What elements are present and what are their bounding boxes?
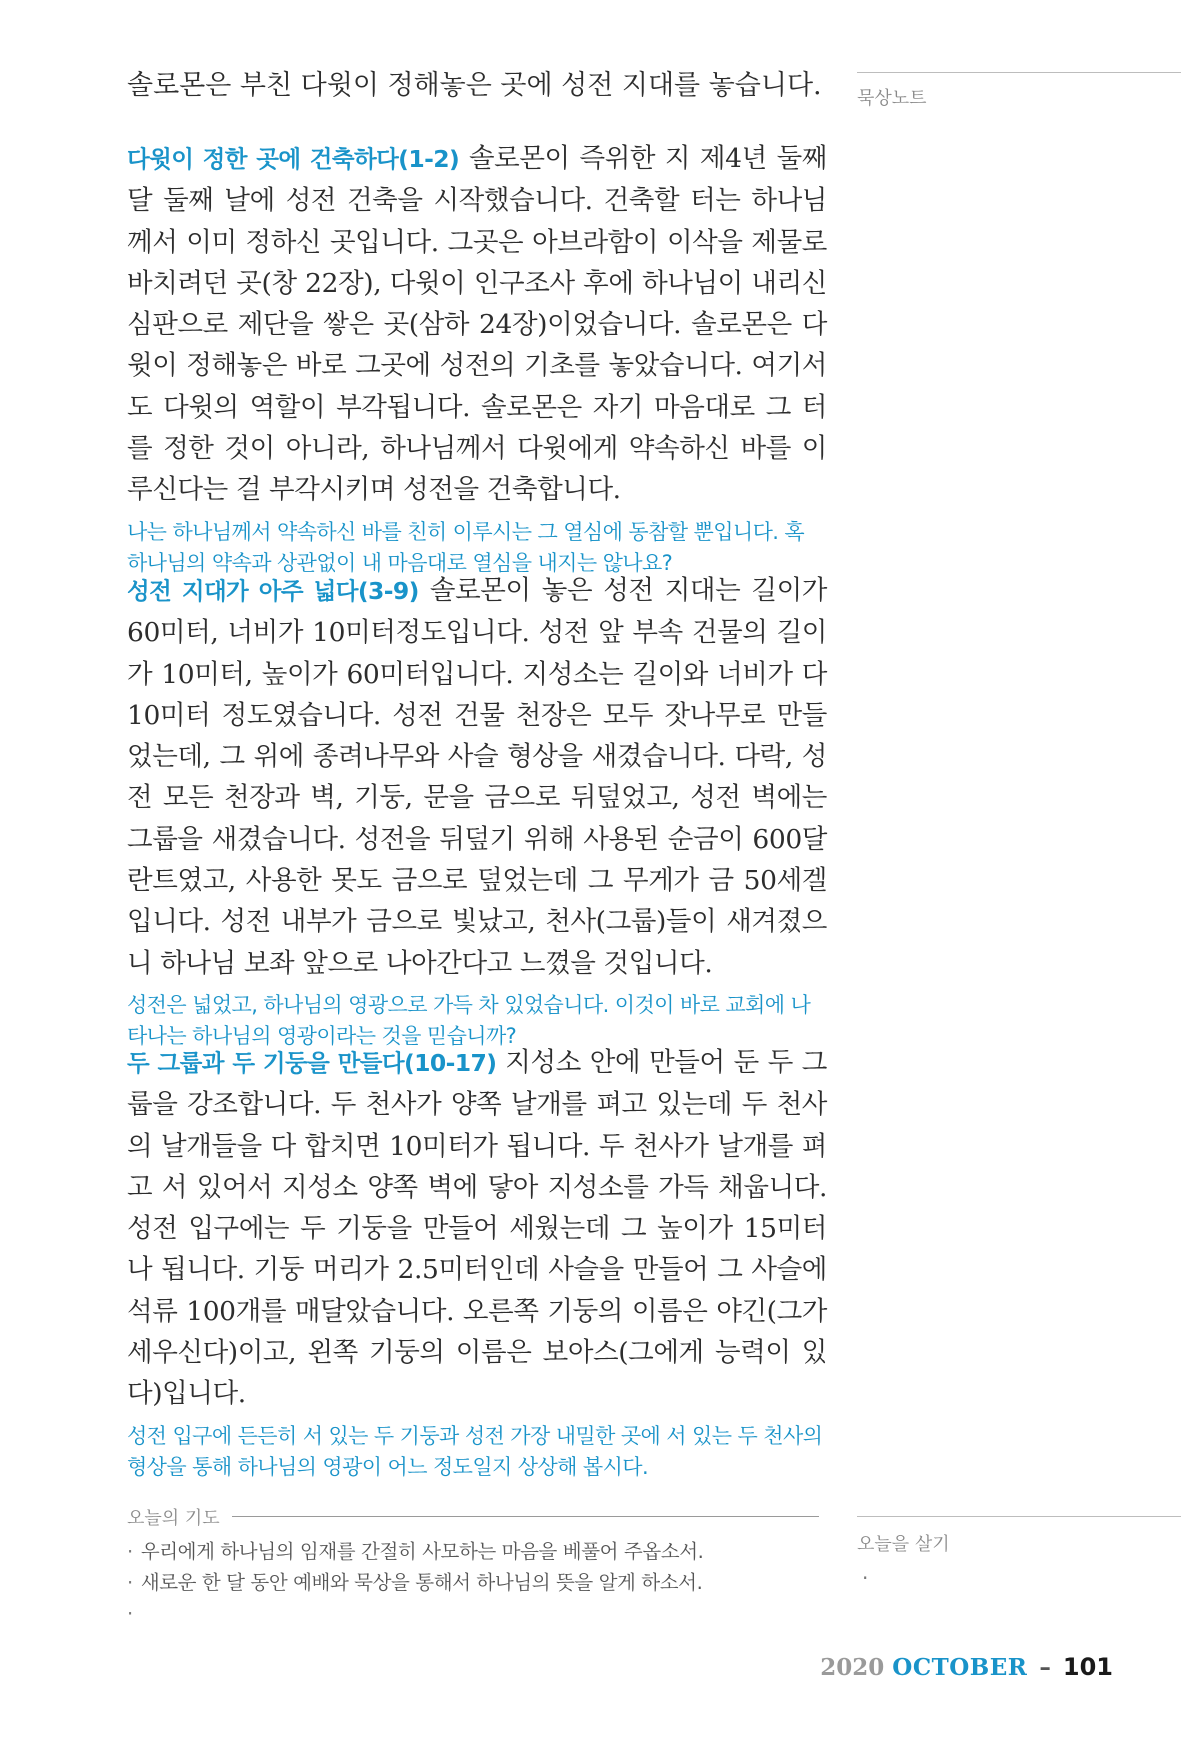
page-footer xyxy=(820,1653,1113,1681)
section-2-paragraph xyxy=(127,570,827,984)
sidebar-notes-title: 묵상노트 xyxy=(857,88,927,109)
intro-text: 솔로몬은 부친 다윗이 정해놓은 곳에 성전 지대를 놓습니다. xyxy=(127,70,822,101)
footer-year: 2020 xyxy=(820,1654,885,1681)
section-1-paragraph xyxy=(127,138,827,511)
section-1-heading: 다윗이 정한 곳에 건축하다(1-2) xyxy=(127,145,460,173)
section-2-question: 성전은 넓었고, 하나님의 영광으로 가득 차 있었습니다. 이것이 바로 교회에 나타나는 하나님의 영광이라는 것을 믿습니까? xyxy=(127,992,811,1049)
section-1 xyxy=(127,138,827,580)
section-3-heading: 두 그룹과 두 기둥을 만들다(10-17) xyxy=(127,1049,497,1077)
sidebar-living-title: 오늘을 살기 xyxy=(857,1534,950,1555)
section-3-question: 성전 입구에 든든히 서 있는 두 기둥과 성전 가장 내밀한 곳에 서 있는 두 천사의 형상을 통해 하나님의 영광이 어느 정도일지 상상해 봅시다. xyxy=(127,1423,823,1480)
sidebar-living-bullet: · xyxy=(862,1566,869,1590)
prayer-item xyxy=(127,1598,703,1629)
section-1-body: 솔로몬이 즉위한 지 제4년 둘째 달 둘째 날에 성전 건축을 시작했습니다. 건축할 터는 하나님께서 이미 정하신 곳입니다. 그곳은 아브라함이 이삭을 제물로 바치려던 곳(창 22장), 다윗이 인구조사 후에 하나님이 내리신 심판으로 제단을 쌓은 곳(삼하 24장)이었습니다. 솔로몬은 다윗이 정해놓은 바로 그곳에 성전의 기초를 놓았습니다. 여기서도 다윗의 역할이 부각됩니다. 솔로몬은 자기 마음대로 그 터를 정한 것이 아니라, 하나님께서 다윗에게 약속하신 바를 이루신다는 걸 부각시키며 성전을 건축합니다. xyxy=(127,143,827,506)
section-1-question: 나는 하나님께서 약속하신 바를 친히 이루시는 그 열심에 동참할 뿐입니다. 혹 하나님의 약속과 상관없이 내 마음대로 열심을 내지는 않나요? xyxy=(127,519,805,576)
prayer-item: · 우리에게 하나님의 임재를 간절히 사모하는 마음을 베풀어 주옵소서. xyxy=(127,1536,703,1567)
page-number: 101 xyxy=(1062,1653,1113,1681)
section-3 xyxy=(127,1042,827,1484)
sidebar-top-rule xyxy=(857,72,1181,73)
section-2-body: 솔로몬이 놓은 성전 지대는 길이가 60미터, 너비가 10미터정도입니다. 성전 앞 부속 건물의 길이가 10미터, 높이가 60미터입니다. 지성소는 길이와 너비가 다 10미터 정도였습니다. 성전 건물 천장은 모두 잣나무로 만들었는데, 그 위에 종려나무와 사슬 형상을 새겼습니다. 다락, 성전 모든 천장과 벽, 기둥, 문을 금으로 뒤덮었고, 성전 벽에는 그룹을 새겼습니다. 성전을 뒤덮기 위해 사용된 순금이 600달란트였고, 사용한 못도 금으로 덮었는데 그 무게가 금 50세겔입니다. 성전 내부가 금으로 빛났고, 천사(그룹)들이 새겨졌으니 하나님 보좌 앞으로 나아간다고 느꼈을 것입니다. xyxy=(127,575,827,979)
prayer-item: · 새로운 한 달 동안 예배와 묵상을 통해서 하나님의 뜻을 알게 하소서. xyxy=(127,1567,703,1598)
section-2 xyxy=(127,570,827,1053)
sidebar-bottom-rule xyxy=(857,1516,1181,1517)
footer-month: OCTOBER xyxy=(892,1654,1028,1681)
section-3-paragraph xyxy=(127,1042,827,1415)
footer-dash: – xyxy=(1039,1654,1051,1681)
section-3-body: 지성소 안에 만들어 둔 두 그룹을 강조합니다. 두 천사가 양쪽 날개를 펴고 있는데 두 천사의 날개들을 다 합치면 10미터가 됩니다. 두 천사가 날개를 펴고 서 있어서 지성소 양쪽 벽에 닿아 지성소를 가득 채웁니다. 성전 입구에는 두 기둥을 만들어 세웠는데 그 높이가 15미터나 됩니다. 기둥 머리가 2.5미터인데 사슬을 만들어 그 사슬에 석류 100개를 매달았습니다. 오른쪽 기둥의 이름은 야긴(그가 세우신다)이고, 왼쪽 기둥의 이름은 보아스(그에게 능력이 있다)입니다. xyxy=(127,1047,827,1410)
prayer-list xyxy=(127,1536,703,1629)
section-2-heading: 성전 지대가 아주 넓다(3-9) xyxy=(127,577,419,605)
prayer-label: 오늘의 기도 xyxy=(127,1504,232,1530)
